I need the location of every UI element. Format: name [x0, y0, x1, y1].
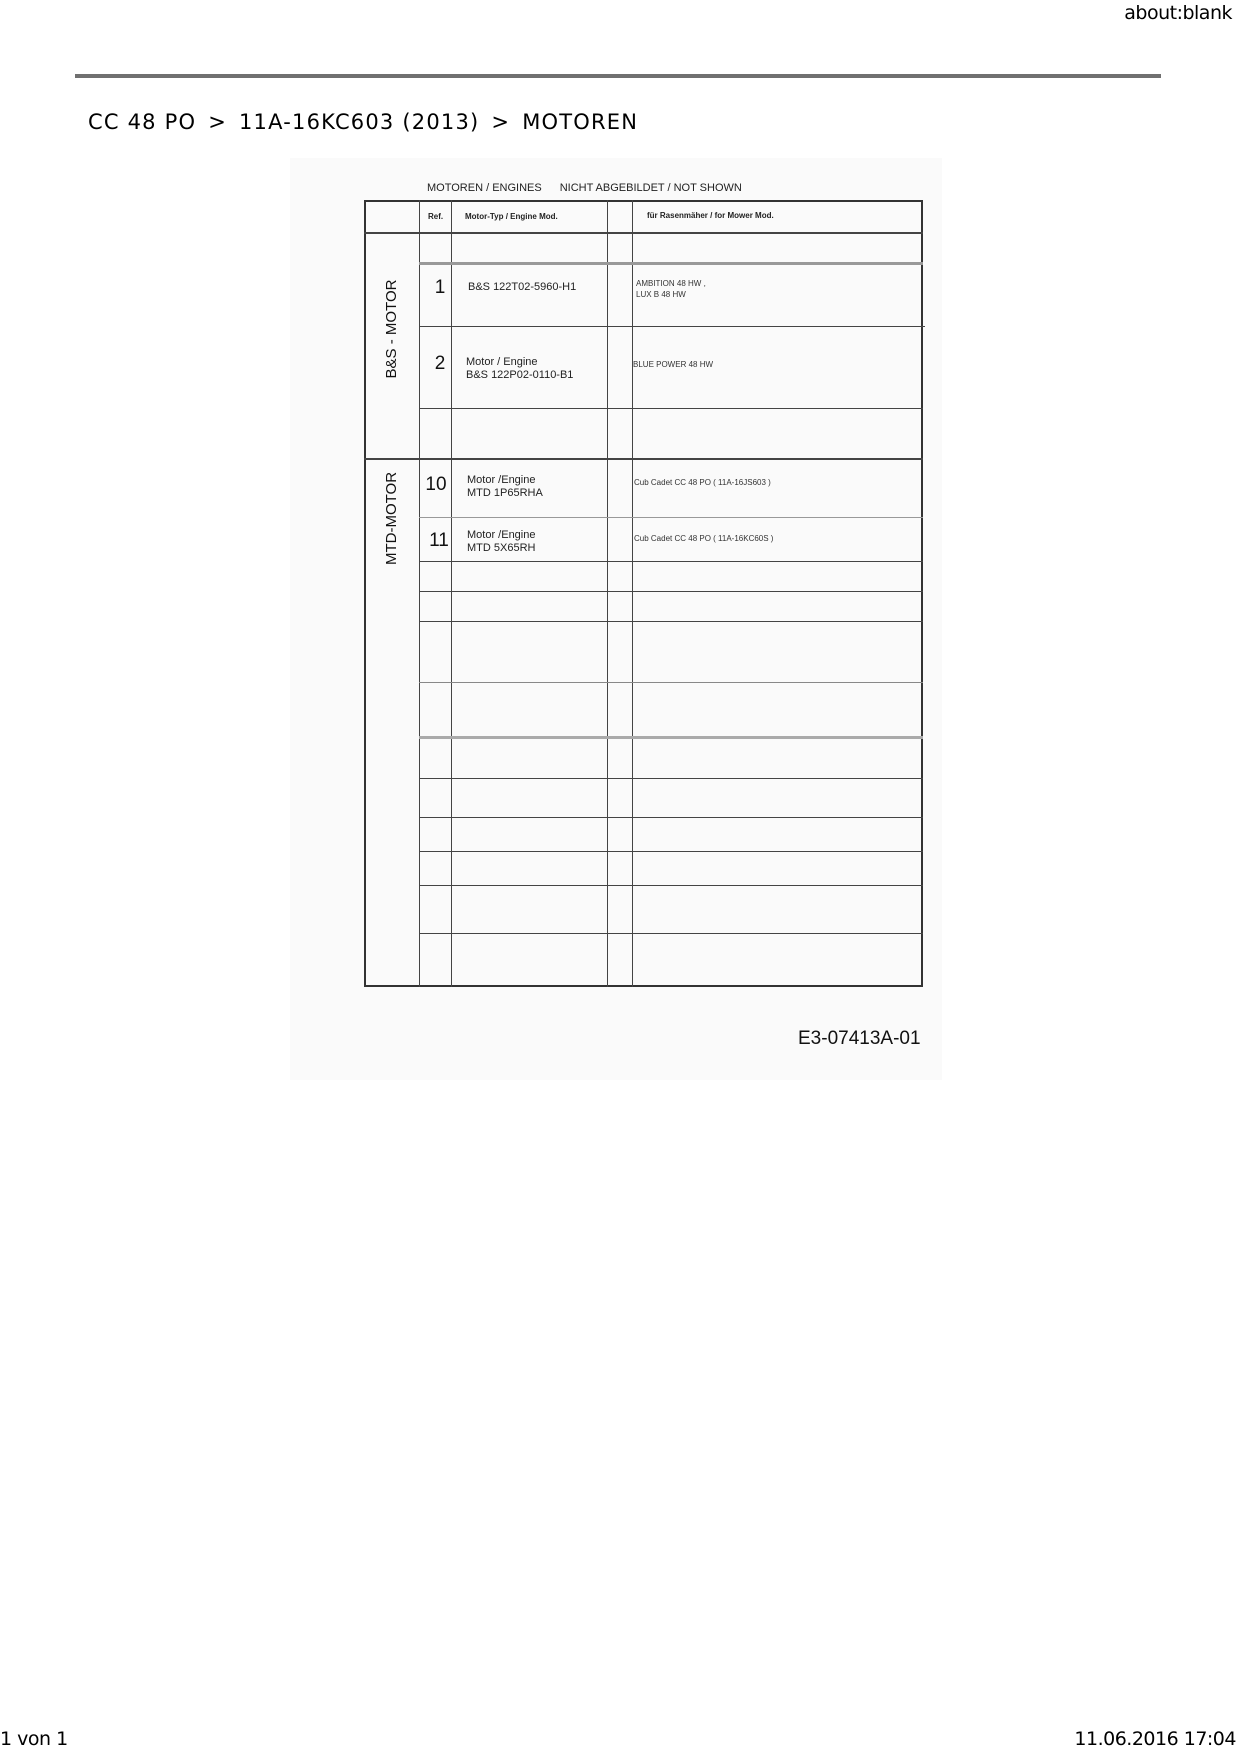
row-mower-line: LUX B 48 HW: [636, 290, 686, 299]
figure-title-right: NICHT ABGEBILDET / NOT SHOWN: [559, 182, 742, 194]
group-label-bs-motor: B&S - MOTOR: [383, 279, 400, 379]
breadcrumb: [88, 110, 638, 134]
row-engine: [466, 356, 573, 382]
col-header-engine: Motor-Typ / Engine Mod.: [465, 212, 558, 221]
row-divider: [419, 326, 925, 327]
row-engine-line: Motor / Engine: [466, 356, 538, 368]
row-divider: [419, 408, 923, 409]
breadcrumb-item-section: MOTOREN: [522, 110, 639, 134]
row-mower-line: BLUE POWER 48 HW: [633, 360, 714, 369]
breadcrumb-item-model[interactable]: CC 48 PO: [88, 110, 197, 134]
row-divider: [419, 621, 923, 622]
row-divider: [419, 682, 923, 683]
page-count: 1 von 1: [0, 1728, 68, 1750]
row-divider: [419, 517, 923, 518]
col-header-mower: für Rasenmäher / for Mower Mod.: [647, 211, 774, 220]
row-divider: [419, 736, 923, 739]
row-divider: [419, 885, 923, 886]
col-divider: [632, 200, 633, 987]
row-divider: [419, 817, 923, 818]
row-mower: [633, 359, 713, 370]
figure-title: [427, 182, 742, 194]
row-ref: 1: [434, 277, 446, 298]
row-engine-line: B&S 122T02-5960-H1: [468, 281, 577, 293]
parts-table-frame: [364, 200, 923, 987]
row-divider: [419, 778, 923, 779]
col-divider: [451, 200, 452, 987]
col-header-ref: Ref.: [428, 212, 444, 221]
row-mower: [634, 533, 773, 544]
group-label-mtd-motor: MTD-MOTOR: [383, 471, 400, 565]
breadcrumb-separator: >: [491, 110, 511, 134]
row-ref: 11: [429, 530, 449, 551]
figure-title-left: MOTOREN / ENGINES: [427, 182, 542, 194]
row-engine: [467, 474, 543, 500]
col-divider: [419, 200, 420, 987]
row-engine-line: Motor /Engine: [467, 529, 536, 541]
group-divider: [364, 458, 923, 460]
header-rule: [75, 74, 1161, 78]
row-engine: [467, 529, 535, 555]
row-divider: [419, 933, 923, 934]
row-divider: [419, 591, 923, 592]
row-mower-line: Cub Cadet CC 48 PO ( 11A-16KC60S ): [634, 534, 774, 543]
col-divider: [607, 200, 608, 987]
row-engine: [468, 281, 576, 294]
row-engine-line: MTD 1P65RHA: [467, 487, 543, 499]
row-engine-line: B&S 122P02-0110-B1: [466, 369, 574, 381]
row-divider: [419, 262, 923, 265]
row-ref: 2: [434, 353, 446, 374]
row-divider: [419, 561, 923, 562]
row-mower-line: Cub Cadet CC 48 PO ( 11A-16JS603 ): [634, 478, 771, 487]
row-divider: [419, 851, 923, 852]
header-divider: [364, 232, 923, 234]
row-engine-line: MTD 5X65RH: [467, 542, 536, 554]
print-datetime: 11.06.2016 17:04: [1074, 1728, 1236, 1750]
browser-url: about:blank: [1124, 2, 1232, 24]
row-mower-line: AMBITION 48 HW ,: [636, 279, 706, 288]
row-engine-line: Motor /Engine: [467, 474, 536, 486]
row-ref: 10: [425, 474, 447, 495]
breadcrumb-separator: >: [208, 110, 227, 134]
row-mower: [636, 278, 706, 300]
breadcrumb-item-variant[interactable]: 11A-16KC603 (2013): [239, 110, 480, 134]
drawing-code: E3-07413A-01: [798, 1028, 921, 1049]
row-mower: [634, 477, 771, 488]
